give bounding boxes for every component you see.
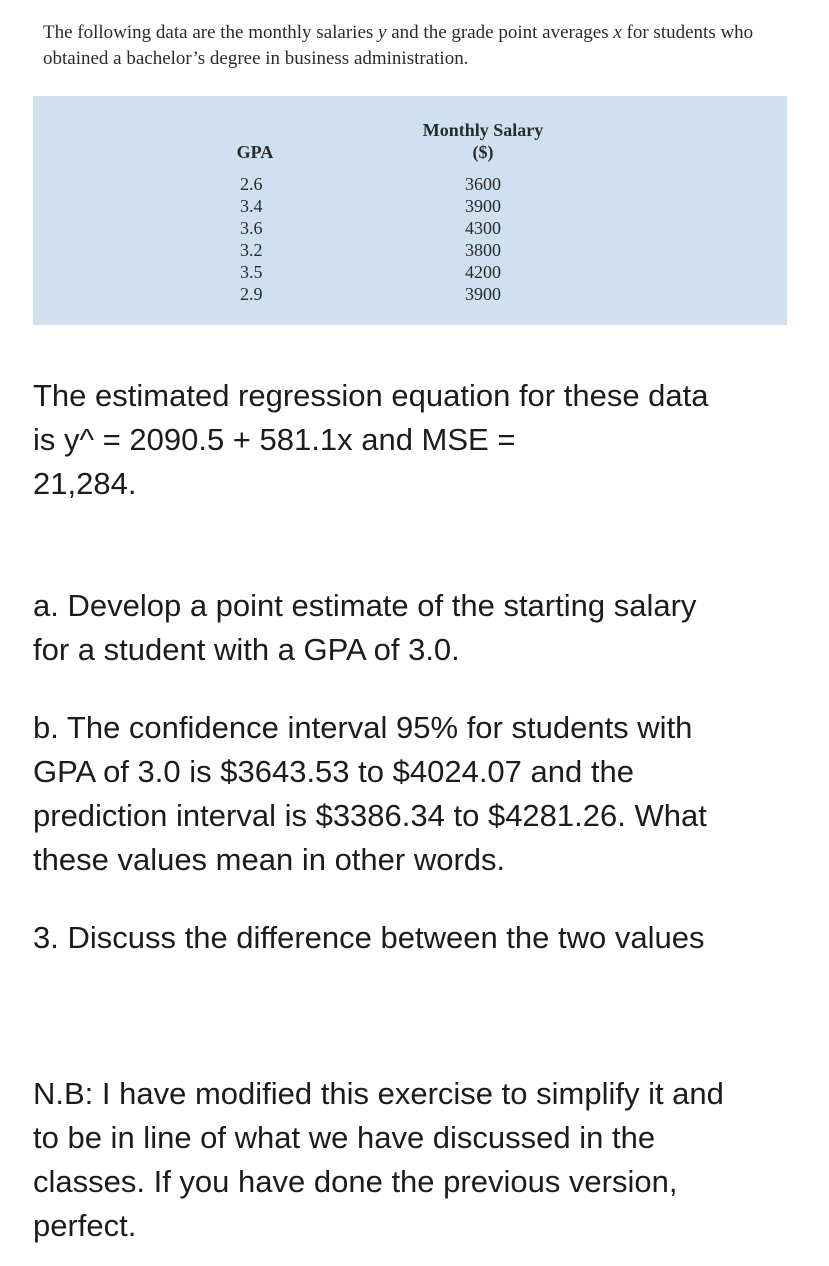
gpa-cell: 2.6: [240, 174, 263, 194]
salary-header-line1: Monthly Salary: [422, 120, 544, 140]
salary-cell: 3600: [465, 174, 501, 194]
salary-header: [403, 119, 563, 163]
salary-header-line2: ($): [472, 142, 494, 162]
regression-paragraph: [33, 374, 803, 506]
text-line: perfect.: [33, 1208, 137, 1243]
note-paragraph: [33, 1072, 803, 1248]
text-line: to be in line of what we have discussed in the: [33, 1120, 656, 1155]
text-line: The estimated regression equation for these data: [33, 378, 709, 413]
gpa-cell: 3.4: [240, 196, 263, 216]
variable-y: y: [378, 22, 387, 43]
text-line: classes. If you have done the previous version,: [33, 1164, 678, 1199]
salary-values: [403, 173, 563, 305]
question-3: [33, 916, 803, 960]
text-line: prediction interval is $3386.34 to $4281.26. What: [33, 798, 707, 833]
salary-cell: 3800: [465, 240, 501, 260]
gpa-cell: 2.9: [240, 284, 263, 304]
text-line: GPA of 3.0 is $3643.53 to $4024.07 and the: [33, 754, 634, 789]
gpa-header: GPA: [236, 142, 274, 162]
salary-cell: 4200: [465, 262, 501, 282]
intro-text-1: The following data are the monthly salaries: [43, 22, 379, 43]
intro-text-2: and the grade point averages: [386, 22, 614, 43]
salary-cell: 3900: [465, 284, 501, 304]
intro-text-3: for students who obtained a bachelor’s degree in business administration.: [43, 22, 754, 69]
text-line: 21,284.: [33, 466, 137, 501]
text-line: N.B: I have modified this exercise to simplify it and: [33, 1076, 724, 1111]
gpa-cell: 3.6: [240, 218, 263, 238]
data-table: [33, 96, 787, 325]
text-line: b. The confidence interval 95% for students with: [33, 710, 693, 745]
text-line: a. Develop a point estimate of the starting salary: [33, 588, 697, 623]
gpa-cell: 3.5: [240, 262, 263, 282]
text-line: 3. Discuss the difference between the two values: [33, 920, 705, 955]
salary-cell: 4300: [465, 218, 501, 238]
text-line: is y^ = 2090.5 + 581.1x and MSE =: [33, 422, 516, 457]
gpa-values: [223, 173, 287, 305]
gpa-cell: 3.2: [240, 240, 263, 260]
text-line: these values mean in other words.: [33, 842, 506, 877]
question-a: [33, 584, 803, 672]
text-line: for a student with a GPA of 3.0.: [33, 632, 460, 667]
variable-x: x: [613, 22, 622, 43]
salary-cell: 3900: [465, 196, 501, 216]
question-b: [33, 706, 803, 882]
problem-intro: [43, 20, 803, 72]
